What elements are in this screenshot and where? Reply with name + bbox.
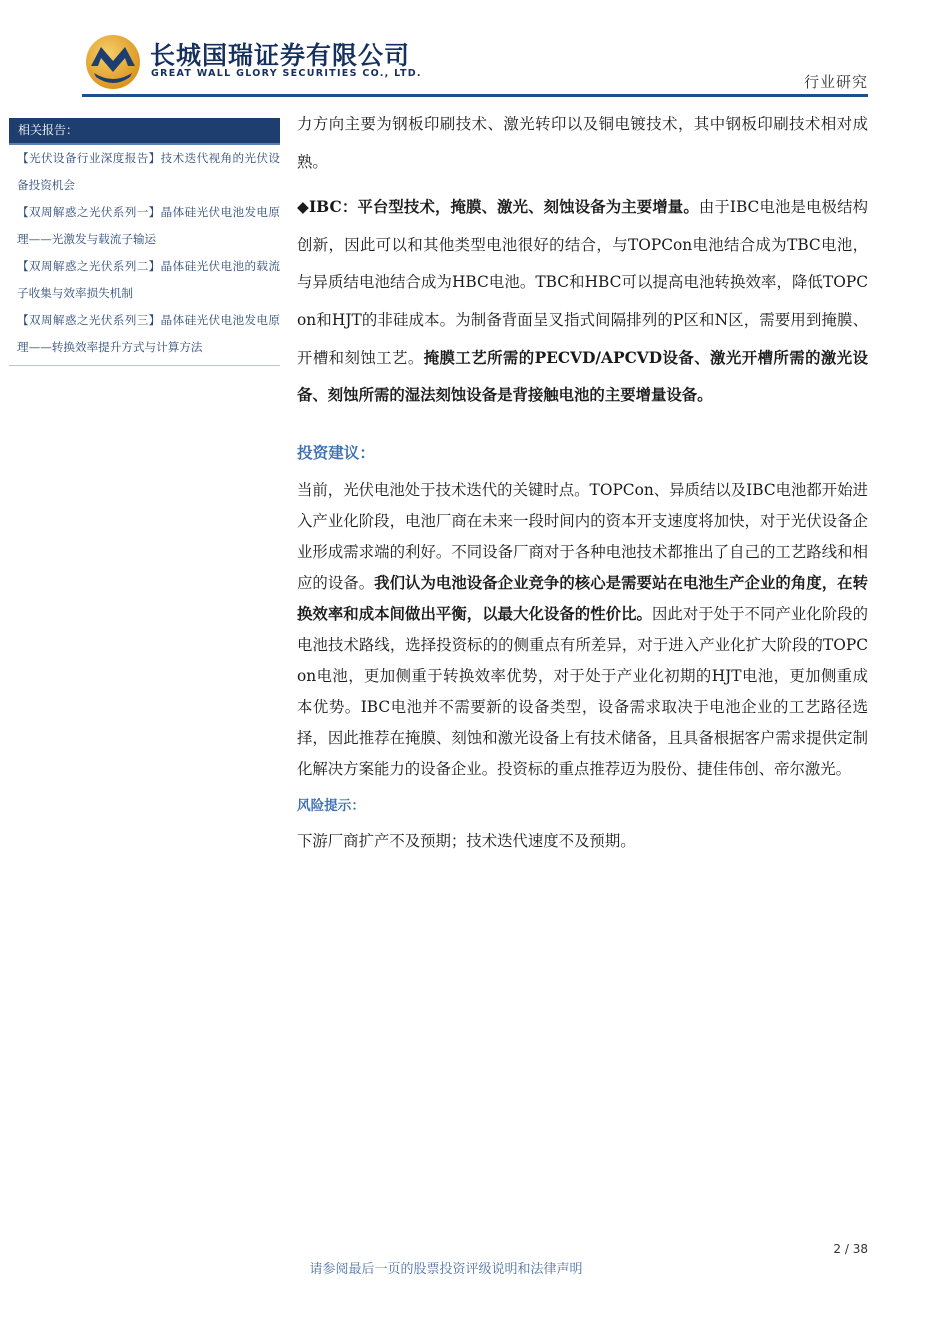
investment-key-view: 我们认为电池设备企业竞争的核心是需要站在电池生产企业的角度，在转换效率和成本间做出平衡，以最大化设备的性价比。: [297, 573, 868, 623]
related-report-link[interactable]: 【双周解惑之光伏系列三】晶体硅光伏电池发电原理——转换效率提升方式与计算方法: [17, 313, 280, 354]
company-name-en: GREAT WALL GLORY SECURITIES CO., LTD.: [151, 68, 422, 79]
main-content: [297, 106, 868, 860]
company-name-cn: 长城国瑞证券有限公司: [150, 41, 411, 70]
page-number: 2 / 38: [833, 1242, 868, 1256]
intro-paragraph: 力方向主要为钢板印刷技术、激光转印以及铜电镀技术，其中钢板印刷技术相对成熟。: [297, 115, 868, 171]
ibc-title: IBC：平台型技术，掩膜、激光、刻蚀设备为主要增量。: [308, 198, 699, 217]
investment-text-3: 因此对于处于不同产业化阶段的电池技术路线，选择投资标的的侧重点有所差异，对于进入产业化扩大阶段的TOPCon电池，更加侧重于转换效率优势，对于处于产业化初期的HJT电池，更加侧重成本优势。IBC电池并不需要新的设备类型，设备需求取决于电池企业的工艺路径选择，因此推荐在掩膜、刻蚀和激光设备上有技术储备，且具备根据客户需求提供定制化解决方案能力的设备企业。投资标的重点推荐迈为股份、捷佳伟创、帝尔激光。: [297, 604, 868, 778]
related-report-link[interactable]: 【双周解惑之光伏系列二】晶体硅光伏电池的载流子收集与效率损失机制: [17, 259, 280, 300]
investment-paragraph: [297, 475, 868, 785]
header-divider: [82, 94, 868, 97]
related-report-link[interactable]: 【光伏设备行业深度报告】技术迭代视角的光伏设备投资机会: [17, 151, 280, 192]
risk-paragraph: 下游厂商扩产不及预期；技术迭代速度不及预期。: [297, 831, 636, 850]
investment-heading: 投资建议：: [297, 443, 375, 462]
report-type-label: 行业研究: [803, 73, 868, 91]
page-header: [0, 0, 950, 100]
investment-text-1: 当前，光伏电池处于技术迭代的关键时点。TOPCon、异质结以及IBC电池都开始进入产业化阶段，电池厂商在未来一段时间内的资本开支速度将加快，对于光伏设备企业形成需求端的利好。不同设备厂商对于各种电池技术都推出了自己的工艺路线和相应的设备。: [297, 480, 868, 592]
sidebar-divider: [9, 365, 280, 366]
related-reports-title: 相关报告：: [9, 118, 280, 145]
related-reports-sidebar: [9, 118, 280, 366]
company-logo-icon: [84, 33, 142, 91]
ibc-key-equipment: 掩膜工艺所需的PECVD/APCVD设备、激光开槽所需的激光设备、刻蚀所需的湿法刻蚀设备是背接触电池的主要增量设备。: [297, 348, 868, 405]
footer-disclaimer[interactable]: 请参阅最后一页的股票投资评级说明和法律声明: [309, 1262, 583, 1277]
related-report-link[interactable]: 【双周解惑之光伏系列一】晶体硅光伏电池发电原理——光激发与载流子输运: [17, 205, 280, 246]
bullet-diamond-icon: ◆: [297, 198, 309, 217]
ibc-paragraph: [297, 189, 868, 415]
related-reports-list: [9, 145, 280, 361]
ibc-text: 由于IBC电池是电极结构创新，因此可以和其他类型电池很好的结合，与TOPCon电池结合成为TBC电池，与异质结电池结合成为HBC电池。TBC和HBC可以提高电池转换效率，降低TOPCon和HJT的非硅成本。为制备背面呈叉指式间隔排列的P区和N区，需要用到掩膜、开槽和刻蚀工艺。: [297, 198, 868, 367]
risk-heading: 风险提示：: [297, 797, 365, 814]
